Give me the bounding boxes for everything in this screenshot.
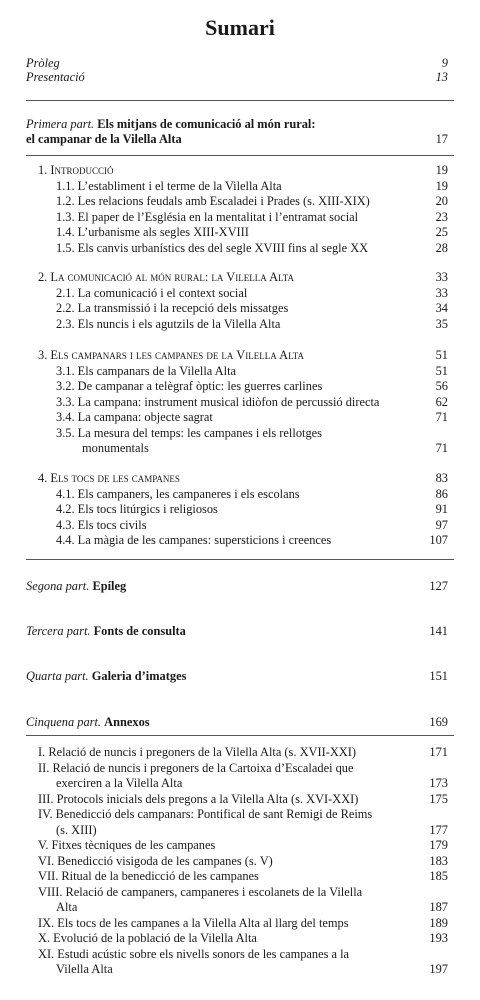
toc-page-number: 9 xyxy=(441,56,448,70)
divider xyxy=(26,100,454,101)
toc-page-number: 86 xyxy=(435,486,448,501)
toc-entry-label: V. Fitxes tècniques de les campanes xyxy=(38,838,216,852)
toc-entry-label: 1.3. El paper de l’Església en la mentalitat i l’entramat social xyxy=(56,209,359,224)
toc-entry-label: 4.4. La màgia de les campanes: supersticions i creences xyxy=(56,533,332,547)
toc-entry-presentacio[interactable] xyxy=(26,70,448,84)
toc-subentry[interactable] xyxy=(56,241,448,255)
chapter-heading[interactable] xyxy=(38,163,448,177)
toc-page-number: 193 xyxy=(429,931,448,945)
annex-entry[interactable] xyxy=(38,807,448,821)
toc-entry-label: 2.2. La transmissió i la recepció dels missatges xyxy=(56,301,289,315)
toc-page-number: 51 xyxy=(435,363,448,378)
toc-page-number: 25 xyxy=(435,225,448,239)
toc-page-number: 19 xyxy=(435,163,448,177)
toc-entry-label: IV. Benedicció dels campanars: Pontifical de sant Remigi de Reims xyxy=(38,807,373,821)
part-title-line-1: Els mitjans de comunicació al món rural: xyxy=(97,117,316,131)
annex-entry-cont[interactable] xyxy=(56,900,448,914)
toc-part[interactable] xyxy=(26,579,448,593)
annex-entry[interactable] xyxy=(38,792,448,806)
toc-page-number: 71 xyxy=(435,410,448,424)
toc-subentry[interactable] xyxy=(56,301,448,315)
toc-page-number: 189 xyxy=(429,915,448,930)
part-prefix: Tercera part. xyxy=(26,624,91,638)
toc-entry-label: VII. Ritual de la benedicció de les campanes xyxy=(38,869,259,883)
toc-entry-label: 3.5. La mesura del temps: les campanes i els rellotges xyxy=(56,425,322,440)
toc-entry-label: XI. Estudi acústic sobre els nivells sonors de les campanes a la xyxy=(38,946,350,961)
toc-entry-label: 2.3. Els nuncis i els agutzils de la Vilella Alta xyxy=(56,316,281,331)
toc-page-number: 173 xyxy=(429,776,448,790)
toc-entry-label: 4.3. Els tocs civils xyxy=(56,517,147,532)
toc-entry-label: I. Relació de nuncis i pregoners de la Vilella Alta (s. XVII-XXI) xyxy=(38,745,356,759)
toc-entry-label: 4.2. Els tocs litúrgics i religiosos xyxy=(56,502,218,516)
toc-entry-label: VI. Benedicció visigoda de les campanes (s. V) xyxy=(38,853,273,868)
annex-entry[interactable] xyxy=(38,854,448,868)
toc-page-number: 33 xyxy=(435,285,448,300)
toc-entry-label: 2.1. La comunicació i el context social xyxy=(56,285,248,300)
part-prefix: Primera part. xyxy=(26,117,95,131)
toc-part-1-line-2[interactable] xyxy=(26,132,448,146)
annex-entry-cont[interactable] xyxy=(56,962,448,976)
toc-entry-label: 3.3. La campana: instrument musical idiòfon de percussió directa xyxy=(56,394,380,409)
annex-entry[interactable] xyxy=(38,931,448,945)
part-title: Epíleg xyxy=(92,579,127,593)
toc-entry-label: exerciren a la Vilella Alta xyxy=(56,776,183,790)
divider xyxy=(26,155,454,156)
toc-subentry[interactable] xyxy=(56,225,448,239)
chapter-heading[interactable] xyxy=(38,270,448,284)
toc-entry-label: VIII. Relació de campaners, campaneres i escolanets de la Vilella xyxy=(38,884,363,899)
toc-subentry[interactable] xyxy=(56,317,448,331)
toc-subentry[interactable] xyxy=(56,518,448,532)
toc-entry-label: Pròleg xyxy=(26,56,60,70)
toc-page-number: 177 xyxy=(429,822,448,837)
toc-page-number: 151 xyxy=(429,669,448,683)
toc-entry-label: III. Protocols inicials dels pregons a la Vilella Alta (s. XVI-XXI) xyxy=(38,791,359,806)
toc-page-number: 175 xyxy=(429,791,448,806)
toc-entry-label: 1.1. L’establiment i el terme de la Vilella Alta xyxy=(56,178,282,193)
toc-page-number: 19 xyxy=(435,178,448,193)
toc-page-number: 83 xyxy=(435,471,448,485)
annex-entry[interactable] xyxy=(38,885,448,899)
toc-page-number: 171 xyxy=(429,745,448,759)
toc-entry-label: 4.1. Els campaners, les campaneres i els escolans xyxy=(56,486,300,501)
toc-entry-label: X. Evolució de la població de la Vilella Alta xyxy=(38,931,257,945)
page-title: Sumari xyxy=(205,15,275,40)
toc-page-number: 141 xyxy=(429,624,448,638)
toc-entry-label: Vilella Alta xyxy=(56,962,113,976)
toc-page-number: 20 xyxy=(435,194,448,208)
toc-page-number: 17 xyxy=(435,132,448,146)
toc-page-number: 28 xyxy=(435,240,448,255)
toc-part-1[interactable] xyxy=(26,117,448,131)
annex-entry[interactable] xyxy=(38,947,448,961)
toc-page-number: 51 xyxy=(435,348,448,362)
divider xyxy=(26,735,454,736)
annex-entry[interactable] xyxy=(38,916,448,930)
toc-subentry[interactable] xyxy=(56,487,448,501)
toc-page-number: 35 xyxy=(435,316,448,331)
toc-subentry[interactable] xyxy=(56,286,448,300)
toc-subentry[interactable] xyxy=(56,426,448,440)
toc-page-number: 185 xyxy=(429,869,448,883)
toc-page-number: 169 xyxy=(429,715,448,729)
toc-page-number: 62 xyxy=(435,394,448,409)
toc-entry-label: (s. XIII) xyxy=(56,822,97,837)
toc-entry-label: 1.4. L’urbanisme als segles XIII-XVIII xyxy=(56,225,249,239)
toc-subentry[interactable] xyxy=(56,210,448,224)
annex-entry-cont[interactable] xyxy=(56,823,448,837)
toc-page-number: 33 xyxy=(435,270,448,284)
toc-entry-label: 3.2. De campanar a telègraf òptic: les guerres carlines xyxy=(56,379,323,393)
toc-entry-label: 3.1. Els campanars de la Vilella Alta xyxy=(56,363,237,378)
toc-entry-label: 4. Els tocs de les campanes xyxy=(38,471,180,485)
toc-part[interactable] xyxy=(26,715,448,729)
annex-entry[interactable] xyxy=(38,838,448,852)
annex-entry[interactable] xyxy=(38,869,448,883)
annex-entry-cont[interactable] xyxy=(56,776,448,790)
toc-page-number: 34 xyxy=(435,301,448,315)
toc-entry-label: Presentació xyxy=(26,70,85,84)
toc-page-number: 71 xyxy=(435,441,448,455)
toc-entry-label: 3. Els campanars i les campanes de la Vilella Alta xyxy=(38,348,305,362)
toc-page-number: 56 xyxy=(435,379,448,393)
toc-entry-label: Alta xyxy=(56,900,78,914)
toc-entry-label: II. Relació de nuncis i pregoners de la Cartoixa d’Escaladei que xyxy=(38,760,354,775)
toc-subentry[interactable] xyxy=(56,364,448,378)
toc-page-number: 183 xyxy=(429,853,448,868)
toc-page-number: 197 xyxy=(429,962,448,976)
toc-subentry[interactable] xyxy=(56,179,448,193)
chapter-heading[interactable] xyxy=(38,471,448,485)
toc-page-number: 91 xyxy=(435,502,448,516)
part-title: Galeria d’imatges xyxy=(91,669,187,683)
toc-entry-proleg[interactable] xyxy=(26,56,448,70)
toc-subentry-cont[interactable] xyxy=(82,441,448,455)
toc-entry-label: 1. Introducció xyxy=(38,163,114,177)
toc-page-number: 127 xyxy=(429,579,448,593)
toc-subentry[interactable] xyxy=(56,502,448,516)
toc-part[interactable] xyxy=(26,669,448,683)
toc-entry-label: 1.5. Els canvis urbanístics des del segle XVIII fins al segle XX xyxy=(56,240,369,255)
part-title-line-2: el campanar de la Vilella Alta xyxy=(26,132,182,146)
part-prefix: Cinquena part. xyxy=(26,715,102,729)
toc-subentry[interactable] xyxy=(56,194,448,208)
toc-page-number: 23 xyxy=(435,209,448,224)
part-prefix: Quarta part. xyxy=(26,669,89,683)
toc-page-number: 107 xyxy=(429,533,448,547)
toc-page-number: 97 xyxy=(435,517,448,532)
toc-page-number: 187 xyxy=(429,900,448,914)
toc-subentry[interactable] xyxy=(56,533,448,547)
toc-subentry[interactable] xyxy=(56,410,448,424)
annex-entry[interactable] xyxy=(38,745,448,759)
toc-page-number: 13 xyxy=(435,70,448,84)
toc-entry-label: 3.4. La campana: objecte sagrat xyxy=(56,410,213,424)
toc-part[interactable] xyxy=(26,624,448,638)
toc-entry-label: monumentals xyxy=(82,441,149,455)
divider xyxy=(26,559,454,560)
part-prefix: Segona part. xyxy=(26,579,90,593)
toc-entry-label: 1.2. Les relacions feudals amb Escaladei i Prades (s. XIII-XIX) xyxy=(56,194,370,208)
annex-entry[interactable] xyxy=(38,761,448,775)
part-title: Fonts de consulta xyxy=(93,624,186,638)
toc-entry-label: IX. Els tocs de les campanes a la Vilella Alta al llarg del temps xyxy=(38,915,349,930)
part-title: Annexos xyxy=(104,715,150,729)
toc-entry-label: 2. La comunicació al món rural: la Vilella Alta xyxy=(38,270,295,284)
toc-subentry[interactable] xyxy=(56,379,448,393)
toc-subentry[interactable] xyxy=(56,395,448,409)
toc-page-number: 179 xyxy=(429,838,448,852)
chapter-heading[interactable] xyxy=(38,348,448,362)
